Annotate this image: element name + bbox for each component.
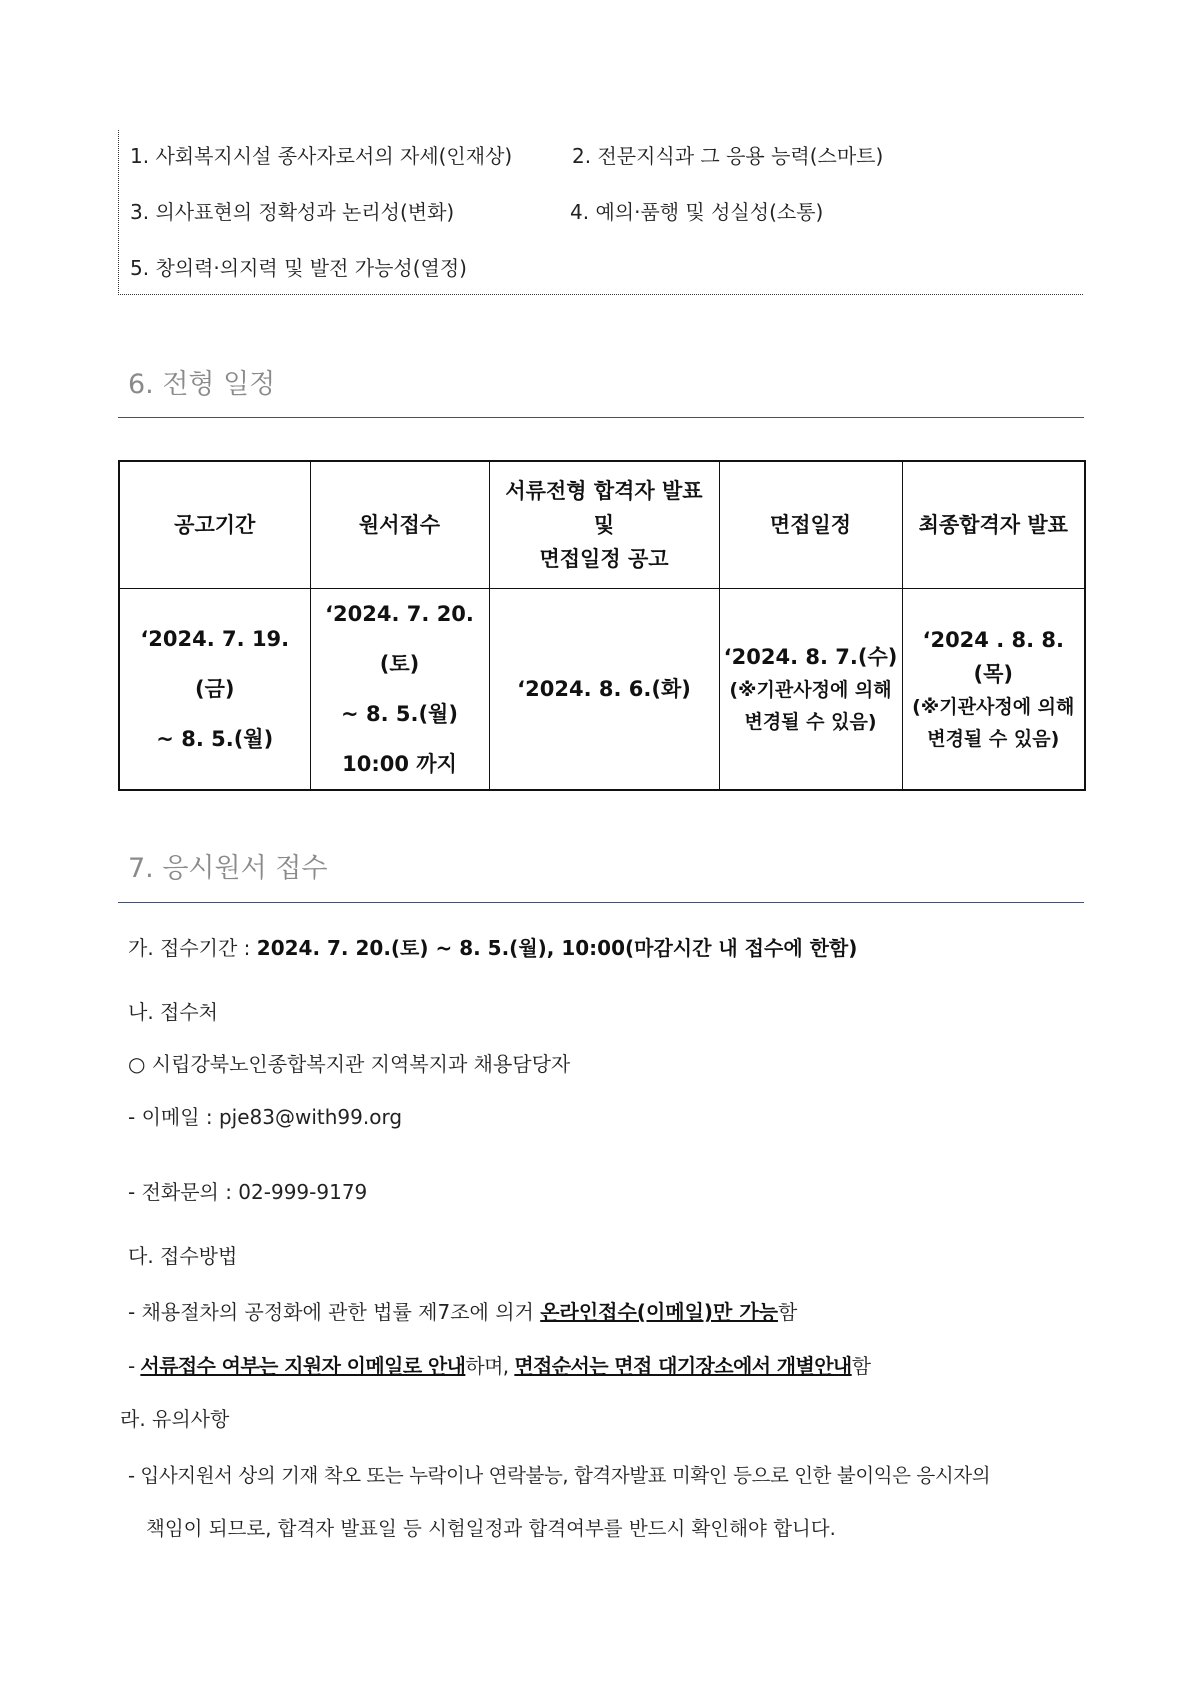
application-end: ~ 8. 5.(월) [341, 702, 458, 726]
application-start: ‘2024. 7. 20.(토) [325, 602, 474, 676]
reception-place-label: 나. 접수처 [128, 1000, 218, 1024]
criterion-2: 2. 전문지식과 그 응용 능력(스마트) [572, 144, 884, 168]
final-note-1: (※기관사정에 의해 [912, 696, 1075, 718]
criterion-3: 3. 의사표현의 정확성과 논리성(변화) [130, 200, 455, 224]
reception-place: ○ 시립강북노인종합복지관 지역복지과 채용담당자 [128, 1052, 571, 1076]
method2-highlight-1: 서류접수 여부는 지원자 이메일로 안내 [140, 1354, 466, 1378]
schedule-table [118, 460, 1086, 791]
cell-document-result: ‘2024. 8. 6.(화) [489, 589, 719, 791]
header-application: 원서접수 [310, 461, 489, 589]
reception-period-label: 가. 접수기간 : [128, 936, 257, 960]
reception-method-1 [128, 1296, 797, 1325]
announce-start: ‘2024. 7. 19.(금) [140, 627, 290, 701]
header-document-result-line1: 서류전형 합격자 발표 및 [505, 479, 703, 537]
reception-method-label: 다. 접수방법 [128, 1244, 238, 1268]
cell-final-result [902, 589, 1085, 791]
interview-note-1: (※기관사정에 의해 [729, 679, 892, 701]
application-deadline: 10:00 까지 [342, 752, 457, 776]
note-line-1: - 입사지원서 상의 기재 착오 또는 누락이나 연락불능, 합격자발표 미확인 등으로 인한 불이익은 응시자의 [128, 1464, 991, 1487]
reception-method-2 [128, 1350, 870, 1379]
method2-highlight-2: 면접순서는 면접 대기장소에서 개별안내 [514, 1354, 852, 1378]
method1-suffix: 함 [777, 1300, 798, 1324]
criterion-1: 1. 사회복지시설 종사자로서의 자세(인재상) [130, 144, 513, 168]
method1-highlight: 온라인접수(이메일)만 가능 [540, 1300, 778, 1324]
section-title-reception: 7. 응시원서 접수 [128, 853, 328, 884]
announce-end: ~ 8. 5.(월) [156, 727, 274, 751]
table-row [119, 589, 1085, 791]
header-interview: 면접일정 [719, 461, 902, 589]
method2-suffix: 함 [851, 1354, 871, 1378]
method1-prefix: - 채용절차의 공정화에 관한 법률 제7조에 의거 [128, 1300, 541, 1324]
cell-announce-period [119, 589, 310, 791]
criterion-4: 4. 예의·품행 및 성실성(소통) [570, 200, 824, 224]
section-title-schedule: 6. 전형 일정 [128, 369, 276, 400]
header-document-result [489, 461, 719, 589]
reception-period [128, 932, 857, 961]
note-line-2: 책임이 되므로, 합격자 발표일 등 시험일정과 합격여부를 반드시 확인해야 합니다. [146, 1517, 836, 1540]
reception-email: - 이메일 : pje83@with99.org [128, 1105, 403, 1129]
final-note-2: 변경될 수 있음) [927, 728, 1060, 750]
header-announce-period: 공고기간 [119, 461, 310, 589]
criterion-5: 5. 창의력·의지력 및 발전 가능성(열정) [130, 256, 467, 280]
section-divider [118, 417, 1084, 418]
cell-interview [719, 589, 902, 791]
header-final-result: 최종합격자 발표 [902, 461, 1085, 589]
reception-period-value: 2024. 7. 20.(토) ~ 8. 5.(월), 10:00(마감시간 내 접수에 한함) [256, 936, 858, 960]
section-divider [118, 902, 1084, 903]
header-document-result-line2: 면접일정 공고 [539, 547, 669, 571]
method2-prefix: - [128, 1354, 141, 1378]
notes-label: 라. 유의사항 [120, 1407, 230, 1431]
reception-phone: - 전화문의 : 02-999-9179 [128, 1180, 368, 1204]
table-header-row [119, 461, 1085, 589]
method2-mid: 하며, [465, 1354, 515, 1378]
final-date: ‘2024 . 8. 8.(목) [922, 628, 1064, 686]
interview-note-2: 변경될 수 있음) [744, 711, 877, 733]
interview-date: ‘2024. 8. 7.(수) [723, 645, 898, 669]
cell-application [310, 589, 489, 791]
